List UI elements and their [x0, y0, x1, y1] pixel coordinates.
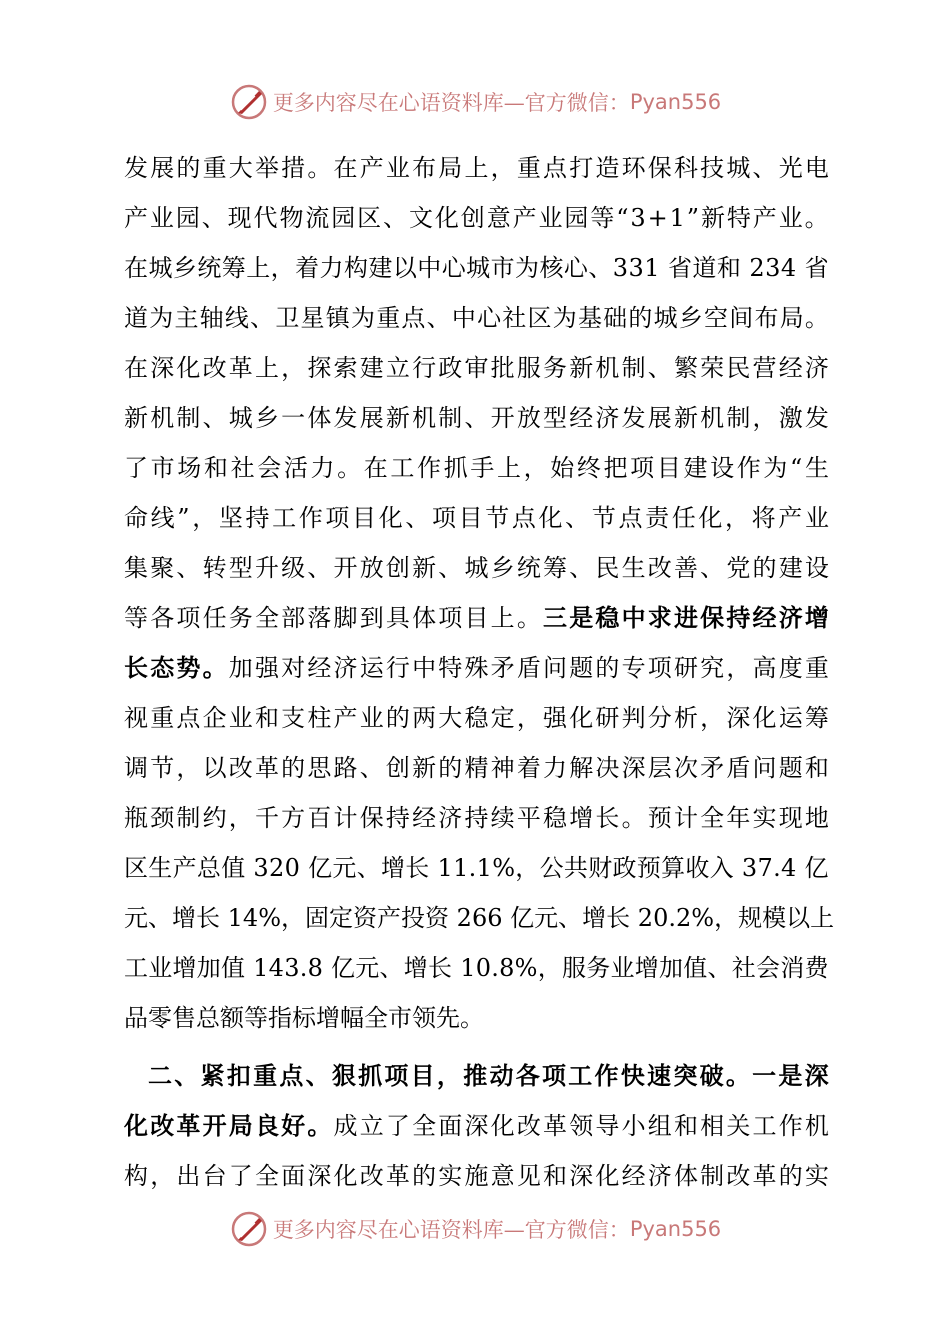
text-line: 集 聚 、 转 型 升 级 、 开 放 创 新 、 城 乡 统 筹 、 民 生 改 善 、 党 的 建 设: [124, 554, 829, 582]
text-line: 视 重 点 企 业 和 支 柱 产 业 的 两 大 稳 定 ， 强 化 研 判 分 析 ， 深 化 运 筹: [124, 704, 829, 732]
text-line: 新 机 制 、 城 乡 一 体 发 展 新 机 制 、 开 放 型 经 济 发 展 新 机 制 ， 激 发: [124, 404, 829, 432]
document-body: [124, 143, 835, 1201]
text-line: 区 生 产 总 值 3 2 0 亿 元 、 增 长 1 1 . 1 % ， 公 共 财 政 预 算 收 入 3 7 . 4 亿: [124, 854, 829, 882]
text-line: 长 态 势 。 加 强 对 经 济 运 行 中 特 殊 矛 盾 问 题 的 专 项 研 究 ， 高 度 重: [124, 653, 829, 682]
text-line: 调 节 ， 以 改 革 的 思 路 、 创 新 的 精 神 着 力 解 决 深 层 次 矛 盾 问 题 和: [124, 754, 829, 782]
text-line: 发 展 的 重 大 举 措 。 在 产 业 布 局 上 ， 重 点 打 造 环 保 科 技 城 、 光 电: [124, 154, 829, 182]
text-line: 元 、 增 长 1 4 % ， 固 定 资 产 投 资 2 6 6 亿 元 、 增 长 2 0 . 2 % ， 规 模 以 上: [124, 904, 835, 932]
text-line: 产 业 园 、 现 代 物 流 园 区 、 文 化 创 意 产 业 园 等 “ 3 + 1 ” 新 特 产 业 。: [124, 204, 829, 232]
quill-logo-icon: [229, 1209, 269, 1249]
watermark-text: 更多内容尽在心语资料库—官方微信：: [272, 1218, 630, 1242]
paragraph-continuation: [124, 143, 835, 1043]
text-line: 命 线 ” ， 坚 持 工 作 项 目 化 、 项 目 节 点 化 、 节 点 责 任 化 ， 将 产 业: [124, 504, 829, 532]
watermark-text: 更多内容尽在心语资料库—官方微信：: [272, 91, 630, 115]
text-line: 二 、 紧 扣 重 点 、 狠 抓 项 目 ， 推 动 各 项 工 作 快 速 突 破 。 一 是 深: [148, 1061, 829, 1090]
text-line: 在 深 化 改 革 上 ， 探 索 建 立 行 政 审 批 服 务 新 机 制 、 繁 荣 民 营 经 济: [124, 354, 829, 382]
quill-logo-icon: [229, 82, 269, 122]
footer-watermark: [0, 1209, 950, 1249]
text-line: 在 城 乡 统 筹 上 ， 着 力 构 建 以 中 心 城 市 为 核 心 、 3 3 1 省 道 和 2 3 4 省: [124, 254, 829, 282]
text-line: 构 ， 出 台 了 全 面 深 化 改 革 的 实 施 意 见 和 深 化 经 济 体 制 改 革 的 实: [124, 1162, 829, 1190]
text-line: 化 改 革 开 局 良 好 。 成 立 了 全 面 深 化 改 革 领 导 小 组 和 相 关 工 作 机: [124, 1111, 829, 1140]
watermark-id: Pyan556: [629, 90, 722, 114]
header-watermark: [0, 82, 950, 122]
section-two-paragraph: [124, 1051, 829, 1201]
text-line: 瓶 颈 制 约 ， 千 方 百 计 保 持 经 济 持 续 平 稳 增 长 。 预 计 全 年 实 现 地: [124, 804, 829, 832]
text-line: 了 市 场 和 社 会 活 力 。 在 工 作 抓 手 上 ， 始 终 把 项 目 建 设 作 为 “ 生: [124, 454, 829, 482]
text-line: 等 各 项 任 务 全 部 落 脚 到 具 体 项 目 上 。 三 是 稳 中 求 进 保 持 经 济 增: [124, 603, 829, 632]
text-line: 工 业 增 加 值 1 4 3 . 8 亿 元 、 增 长 1 0 . 8 % ， 服 务 业 增 加 值 、 社 会 消 费: [124, 954, 829, 982]
text-line: 品 零 售 总 额 等 指 标 增 幅 全 市 领 先 。: [124, 1004, 484, 1032]
text-line: 道 为 主 轴 线 、 卫 星 镇 为 重 点 、 中 心 社 区 为 基 础 的 城 乡 空 间 布 局 。: [124, 304, 829, 332]
watermark-id: Pyan556: [629, 1217, 722, 1241]
